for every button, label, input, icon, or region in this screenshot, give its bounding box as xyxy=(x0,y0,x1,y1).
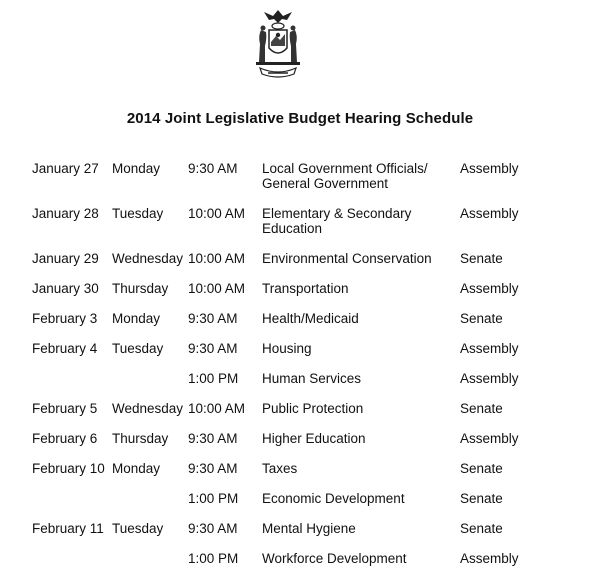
hearing-day: Thursday xyxy=(112,281,169,296)
hearing-time: 9:30 AM xyxy=(188,341,238,356)
hearing-chamber: Assembly xyxy=(460,371,519,386)
hearing-date: January 28 xyxy=(32,206,99,221)
document-title: 2014 Joint Legislative Budget Hearing Schedule xyxy=(126,110,474,127)
hearing-time: 9:30 AM xyxy=(188,461,238,476)
hearing-day: Monday xyxy=(112,461,161,476)
hearing-chamber: Senate xyxy=(460,521,503,536)
hearing-chamber: Assembly xyxy=(460,341,519,356)
hearing-chamber: Senate xyxy=(460,251,503,266)
hearing-topic: Elementary & Secondary Education xyxy=(262,206,412,236)
hearing-date: February 10 xyxy=(32,461,105,476)
hearing-topic: Workforce Development xyxy=(262,551,407,566)
hearing-day: Thursday xyxy=(112,431,169,446)
hearing-day: Wednesday xyxy=(112,401,184,416)
hearing-chamber: Assembly xyxy=(460,206,519,221)
hearing-chamber: Assembly xyxy=(460,431,519,446)
hearing-topic: Transportation xyxy=(262,281,349,296)
hearing-topic: Housing xyxy=(262,341,312,356)
hearing-day: Wednesday xyxy=(112,251,184,266)
hearing-chamber: Assembly xyxy=(460,551,519,566)
hearing-topic: Higher Education xyxy=(262,431,366,446)
hearing-topic: Local Government Officials/ General Government xyxy=(262,161,428,191)
hearing-date: February 3 xyxy=(32,311,98,326)
hearing-time: 9:30 AM xyxy=(188,431,238,446)
hearing-time: 10:00 AM xyxy=(188,281,246,296)
hearing-day: Tuesday xyxy=(112,206,164,221)
hearing-topic: Human Services xyxy=(262,371,362,386)
hearing-day: Monday xyxy=(112,161,161,176)
hearing-time: 10:00 AM xyxy=(188,206,246,221)
ny-state-seal-icon xyxy=(250,6,306,80)
hearing-time: 1:00 PM xyxy=(188,371,239,386)
hearing-chamber: Senate xyxy=(460,461,503,476)
hearing-day: Monday xyxy=(112,311,161,326)
hearing-topic: Economic Development xyxy=(262,491,405,506)
hearing-date: January 30 xyxy=(32,281,99,296)
hearing-date: January 29 xyxy=(32,251,99,266)
hearing-topic: Mental Hygiene xyxy=(262,521,356,536)
hearing-time: 1:00 PM xyxy=(188,551,239,566)
hearing-topic: Environmental Conservation xyxy=(262,251,432,266)
hearing-date: February 5 xyxy=(32,401,98,416)
hearing-time: 1:00 PM xyxy=(188,491,239,506)
hearing-topic: Health/Medicaid xyxy=(262,311,359,326)
hearing-time: 9:30 AM xyxy=(188,521,238,536)
hearing-day: Tuesday xyxy=(112,341,164,356)
hearing-time: 10:00 AM xyxy=(188,251,246,266)
hearing-chamber: Assembly xyxy=(460,281,519,296)
hearing-topic: Taxes xyxy=(262,461,298,476)
hearing-chamber: Senate xyxy=(460,401,503,416)
hearing-time: 9:30 AM xyxy=(188,161,238,176)
hearing-chamber: Senate xyxy=(460,491,503,506)
hearing-time: 10:00 AM xyxy=(188,401,246,416)
hearing-date: January 27 xyxy=(32,161,99,176)
hearing-day: Tuesday xyxy=(112,521,164,536)
hearing-date: February 4 xyxy=(32,341,98,356)
hearing-chamber: Senate xyxy=(460,311,503,326)
hearing-date: February 6 xyxy=(32,431,98,446)
hearing-topic: Public Protection xyxy=(262,401,364,416)
hearing-chamber: Assembly xyxy=(460,161,519,176)
hearing-time: 9:30 AM xyxy=(188,311,238,326)
hearing-date: February 11 xyxy=(32,521,104,536)
